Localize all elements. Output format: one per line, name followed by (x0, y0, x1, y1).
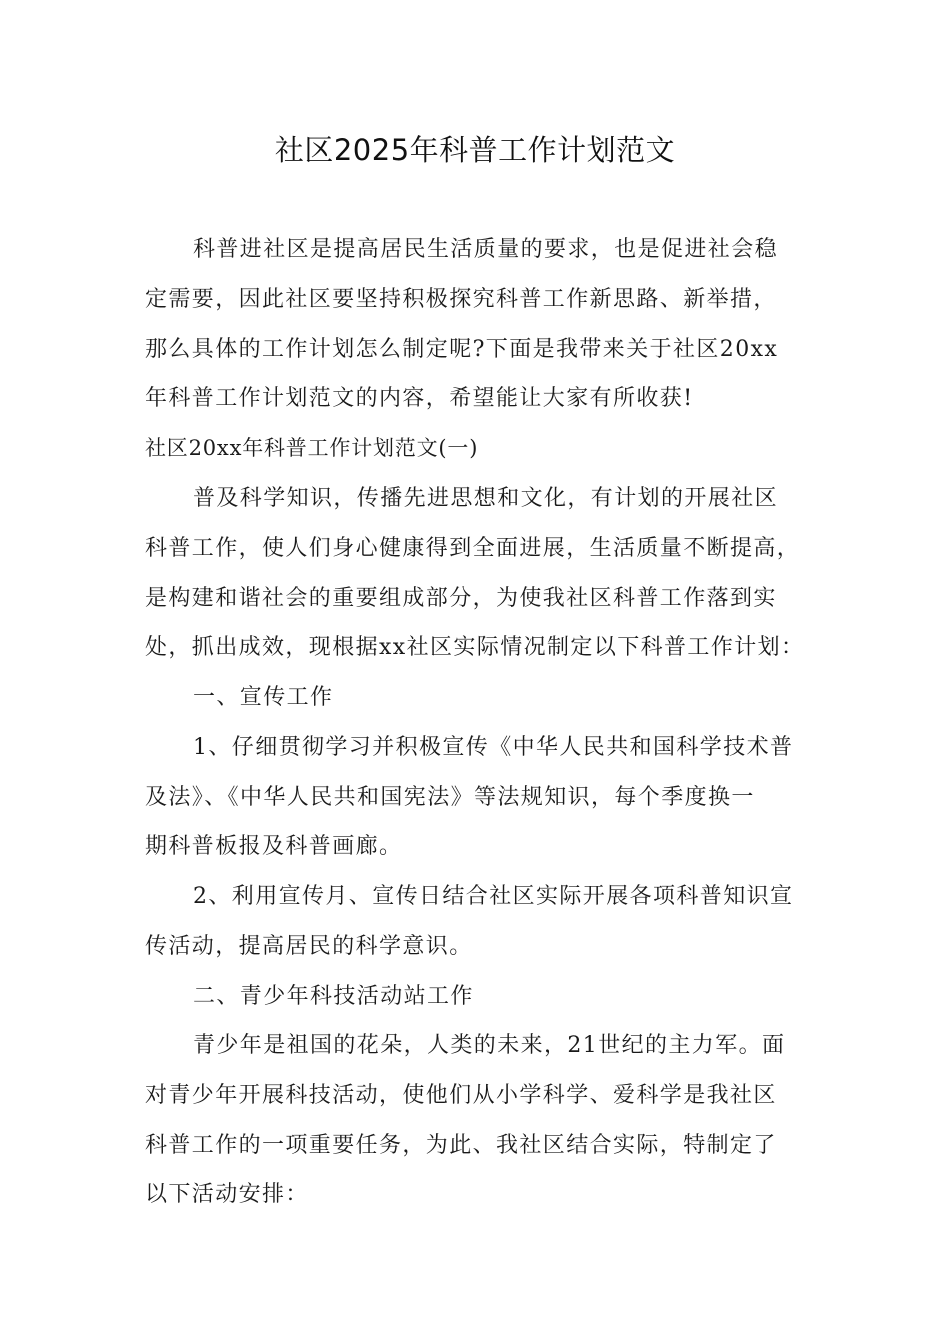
paragraph-line: 期科普板报及科普画廊。 (145, 834, 403, 859)
paragraph-line: 1、仔细贯彻学习并积极宣传《中华人民共和国科学技术普 (193, 735, 794, 760)
paragraph-line: 科普工作的一项重要任务，为此、我社区结合实际，特制定了 (145, 1133, 777, 1158)
paragraph-line: 对青少年开展科技活动，使他们从小学科学、爱科学是我社区 (145, 1083, 777, 1108)
paragraph-line: 那么具体的工作计划怎么制定呢?下面是我带来关于社区20xx (145, 337, 779, 362)
paragraph-line: 普及科学知识，传播先进思想和文化，有计划的开展社区 (193, 486, 779, 511)
section-subtitle: 社区20xx年科普工作计划范文(一) (145, 436, 479, 460)
paragraph-line: 科普工作，使人们身心健康得到全面进展，生活质量不断提高， (145, 536, 801, 561)
paragraph-line: 定需要，因此社区要坚持积极探究科普工作新思路、新举措， (145, 287, 777, 312)
section-heading: 一、宣传工作 (193, 685, 334, 710)
paragraph-line: 传活动，提高居民的科学意识。 (145, 934, 473, 959)
section-heading: 二、青少年科技活动站工作 (193, 984, 474, 1009)
paragraph-line: 科普进社区是提高居民生活质量的要求，也是促进社会稳 (193, 237, 779, 262)
paragraph-line: 是构建和谐社会的重要组成部分，为使我社区科普工作落到实 (145, 586, 777, 611)
paragraph-line: 以下活动安排： (145, 1182, 309, 1207)
paragraph-line: 2、利用宣传月、宣传日结合社区实际开展各项科普知识宣 (193, 884, 794, 909)
paragraph-line: 处，抓出成效，现根据xx社区实际情况制定以下科普工作计划： (145, 635, 805, 660)
document-title: 社区2025年科普工作计划范文 (274, 133, 676, 167)
paragraph-line: 及法》、《中华人民共和国宪法》等法规知识，每个季度换一 (145, 785, 755, 810)
paragraph-line: 年科普工作计划范文的内容，希望能让大家有所收获! (145, 386, 694, 411)
paragraph-line: 青少年是祖国的花朵，人类的未来，21世纪的主力军。面 (193, 1033, 786, 1058)
